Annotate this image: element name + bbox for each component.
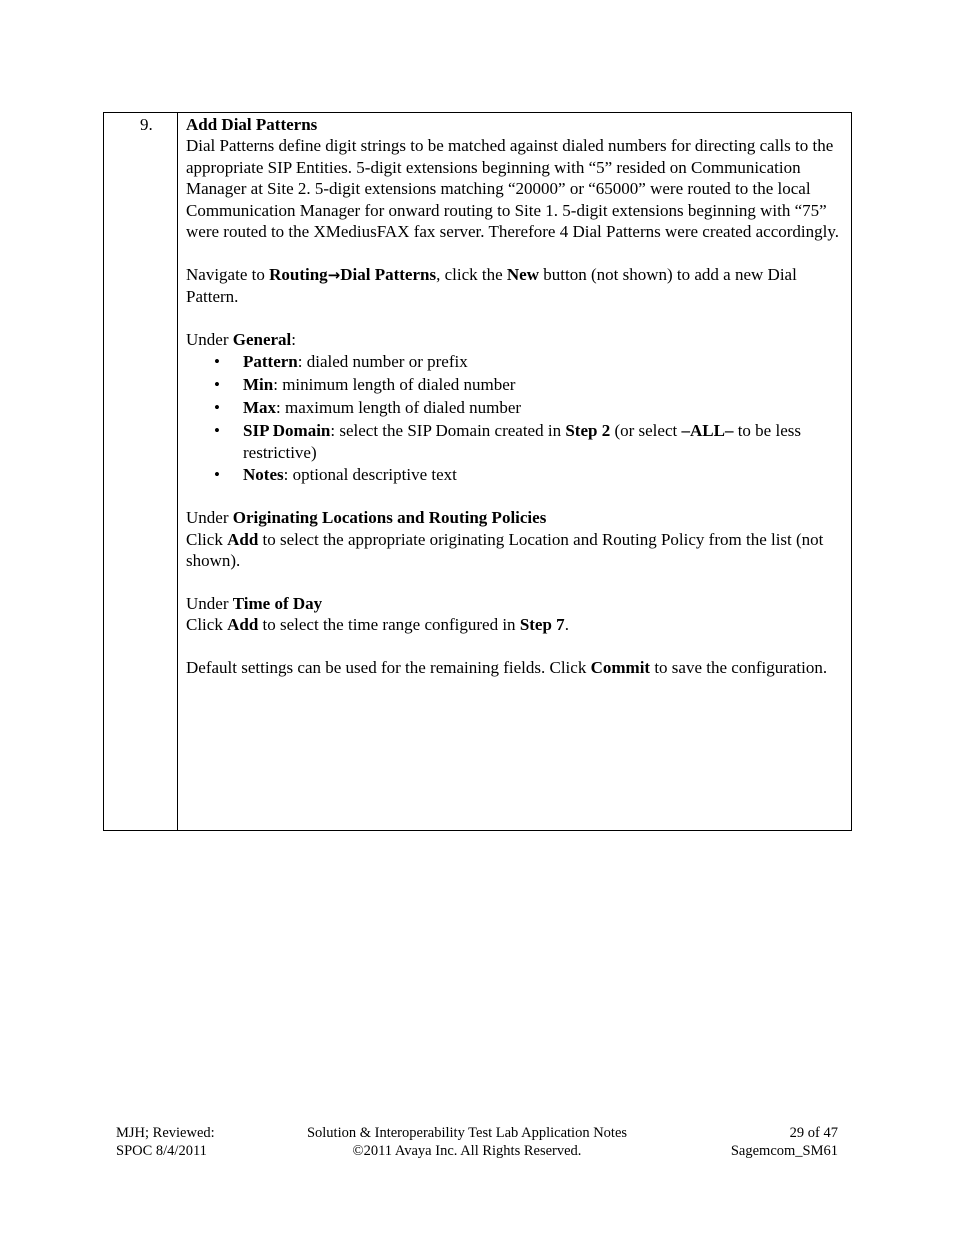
originating-heading (186, 507, 845, 528)
nav-suffix: button (not shown) to add a new Dial Pattern. (186, 264, 797, 307)
field-desc: : optional descriptive text (283, 465, 457, 485)
footer-page-number: 29 of 47 (789, 1125, 838, 1141)
footer-doc-id: Sagemcom_SM61 (730, 1143, 838, 1159)
closing-end: to save the configuration. (650, 658, 828, 678)
click-text: Click (186, 529, 228, 549)
bullet-icon: • (214, 398, 220, 418)
field-term: Min (243, 375, 274, 395)
footer-center (287, 1124, 647, 1160)
nav-prefix: Navigate to (186, 264, 270, 284)
field-term: SIP Domain (243, 421, 331, 441)
list-item (186, 374, 845, 395)
originating-text: to select the appropriate originating Location and Routing Policy from the list (not shown). (186, 529, 824, 571)
general-suffix: : (291, 330, 297, 350)
field-desc: : dialed number or prefix (297, 352, 468, 372)
bullet-icon: • (214, 421, 220, 441)
step-table (103, 112, 852, 831)
nav-mid: , click the (436, 264, 507, 284)
list-item (186, 351, 845, 372)
time-of-day-instruction (186, 614, 845, 635)
footer-right (731, 1124, 838, 1160)
closing-text: Default settings can be used for the remaining fields. Click (186, 658, 591, 678)
step-number: 9. (140, 115, 153, 134)
footer-copyright: ©2011 Avaya Inc. All Rights Reserved. (352, 1143, 582, 1159)
step-reference: Step 7 (519, 615, 565, 635)
step-title: Add Dial Patterns (186, 115, 318, 134)
list-item (186, 420, 845, 463)
navigation-instruction (186, 264, 845, 308)
field-desc: : minimum length of dialed number (273, 375, 516, 395)
list-item (186, 397, 845, 418)
general-prefix: Under (186, 330, 233, 350)
originating-heading-text: Originating Locations and Routing Policies (232, 508, 547, 528)
time-of-day-heading (186, 593, 845, 614)
bullet-icon: • (214, 465, 220, 485)
add-button-name: Add (227, 615, 259, 635)
field-term: Notes (243, 465, 284, 485)
nav-path-routing: Routing (269, 264, 328, 284)
time-of-day-end: . (564, 615, 569, 635)
list-item (186, 464, 845, 485)
bullet-icon: • (214, 375, 220, 395)
time-of-day-prefix: Under (186, 593, 233, 613)
footer-review-date: SPOC 8/4/2011 (116, 1143, 207, 1159)
field-desc: (or select (610, 421, 682, 441)
commit-button-name: Commit (590, 658, 651, 678)
step-reference: Step 2 (565, 421, 611, 441)
time-of-day-text: to select the time range configured in (258, 615, 520, 635)
arrow-right-icon: → (327, 265, 341, 284)
nav-button-name: New (506, 264, 540, 284)
general-heading (186, 329, 845, 350)
nav-path-dial-patterns: Dial Patterns (340, 264, 437, 284)
all-option: –ALL– (681, 421, 734, 441)
field-term: Pattern (243, 352, 298, 372)
time-of-day-heading-text: Time of Day (232, 593, 323, 613)
footer-doc-title: Solution & Interoperability Test Lab Application Notes (306, 1125, 628, 1141)
add-button-name: Add (227, 529, 259, 549)
general-field-list (186, 351, 845, 485)
originating-instruction (186, 529, 845, 572)
step-content-cell (186, 114, 845, 678)
click-text: Click (186, 615, 228, 635)
field-desc: to be less restrictive) (243, 421, 801, 462)
general-heading-text: General (232, 330, 292, 350)
bullet-icon: • (214, 352, 220, 372)
footer-author: MJH; Reviewed: (116, 1125, 215, 1141)
field-desc: : select the SIP Domain created in (330, 421, 566, 441)
step-number-cell (104, 113, 178, 830)
originating-prefix: Under (186, 508, 233, 528)
footer-left (116, 1124, 215, 1160)
field-desc: : maximum length of dialed number (276, 398, 522, 418)
step-intro: Dial Patterns define digit strings to be matched against dialed numbers for directing calls to the appropriate SIP Entities. 5-digit extensions beginning with “5” resided on Communication Manager at Site 2. 5-digit extensions matching “20000” or “65000” were routed to the local Communication Manager for onward routing to Site 1. 5-digit extensions beginning with “75” were routed to the XMediusFAX fax server. Therefore 4 Dial Patterns were created accordingly. (186, 136, 839, 242)
field-term: Max (243, 398, 277, 418)
closing-instruction (186, 657, 845, 678)
